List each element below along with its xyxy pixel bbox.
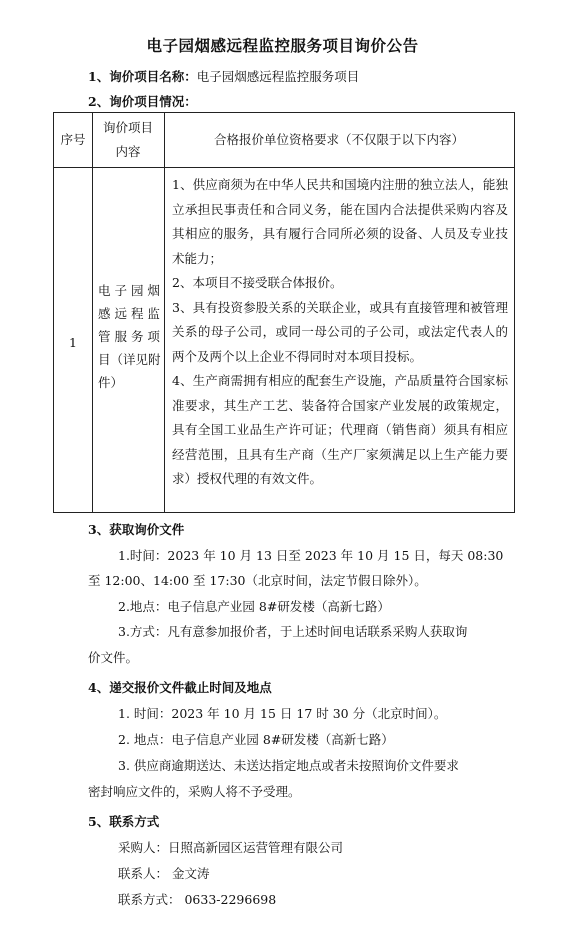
table-divider bbox=[164, 113, 165, 512]
row-item-content: 电 子 园 烟 感 远 程 监 管 服 务 项 目（详见附 件） bbox=[98, 283, 161, 390]
project-name: 电子园烟感远程监控服务项目 bbox=[196, 69, 360, 84]
contact-person: 联系人： 金文涛 bbox=[118, 866, 210, 881]
requirements-table bbox=[53, 112, 515, 513]
requirement-1: 1、供应商须为在中华人民共和国境内注册的独立法人，能独立承担民事责任和合同义务，能在国内合法提供采购内容及其相应的服务，具有履行合同所必须的设备、人员及专业技术能力； bbox=[172, 177, 508, 266]
table-divider bbox=[92, 113, 93, 512]
section-1 bbox=[88, 69, 359, 85]
header-item: 询价项目 内容 bbox=[102, 120, 153, 159]
section-3-heading: 3、获取询价文件 bbox=[88, 522, 185, 537]
page-title: 电子园烟感远程监控服务项目询价公告 bbox=[146, 36, 419, 55]
requirement-4: 4、生产商需拥有相应的配套生产设施，产品质量符合国家标准要求，其生产工艺、装备符合国家产业发展的政策规定，具有全国工业品生产许可证；代理商（销售商）须具有相应经营范围，且具有生产商（生产厂家须满足以上生产能力要求）授权代理的有效文件。 bbox=[172, 373, 508, 486]
section-4-note-line2: 密封响应文件的，采购人将不予受理。 bbox=[88, 784, 301, 799]
section-3-time-line2: 至 12:00、14:00 至 17:30（北京时间，法定节假日除外）。 bbox=[88, 573, 427, 588]
requirement-2: 2、本项目不接受联合体报价。 bbox=[172, 275, 343, 290]
header-seq: 序号 bbox=[60, 132, 86, 147]
section-2-heading: 2、询价项目情况： bbox=[88, 94, 197, 109]
section-3-time-line1: 1.时间：2023 年 10 月 13 日至 2023 年 10 月 15 日，每天 08:30 bbox=[118, 548, 504, 563]
row-requirements bbox=[172, 173, 508, 492]
section-3-place: 2.地点：电子信息产业园 8#研发楼（高新七路） bbox=[118, 599, 390, 614]
section-4-note-line1: 3. 供应商逾期送达、未送达指定地点或者未按照询价文件要求 bbox=[118, 758, 459, 773]
section-4-heading: 4、递交报价文件截止时间及地点 bbox=[88, 680, 272, 695]
header-requirements: 合格报价单位资格要求（不仅限于以下内容） bbox=[213, 132, 464, 147]
section-4-place: 2. 地点：电子信息产业园 8#研发楼（高新七路） bbox=[118, 732, 394, 747]
requirement-3: 3、具有投资参股关系的关联企业，或具有直接管理和被管理关系的母子公司，或同一母公司的子公司，或法定代表人的两个及两个以上企业不得同时对本项目投标。 bbox=[172, 299, 508, 364]
section-4-time: 1. 时间：2023 年 10 月 15 日 17 时 30 分（北京时间）。 bbox=[118, 706, 447, 721]
contact-buyer: 采购人：日照高新园区运营管理有限公司 bbox=[118, 840, 344, 855]
table-divider bbox=[54, 167, 514, 168]
section-3-method-line1: 3.方式：凡有意参加报价者，于上述时间电话联系采购人获取询 bbox=[118, 624, 468, 639]
section-1-label: 1、询价项目名称： bbox=[88, 69, 197, 84]
section-5-heading: 5、联系方式 bbox=[88, 814, 160, 829]
contact-phone: 联系方式： 0633-2296698 bbox=[118, 892, 277, 907]
section-3-method-line2: 价文件。 bbox=[88, 650, 139, 665]
row-seq: 1 bbox=[69, 335, 77, 350]
